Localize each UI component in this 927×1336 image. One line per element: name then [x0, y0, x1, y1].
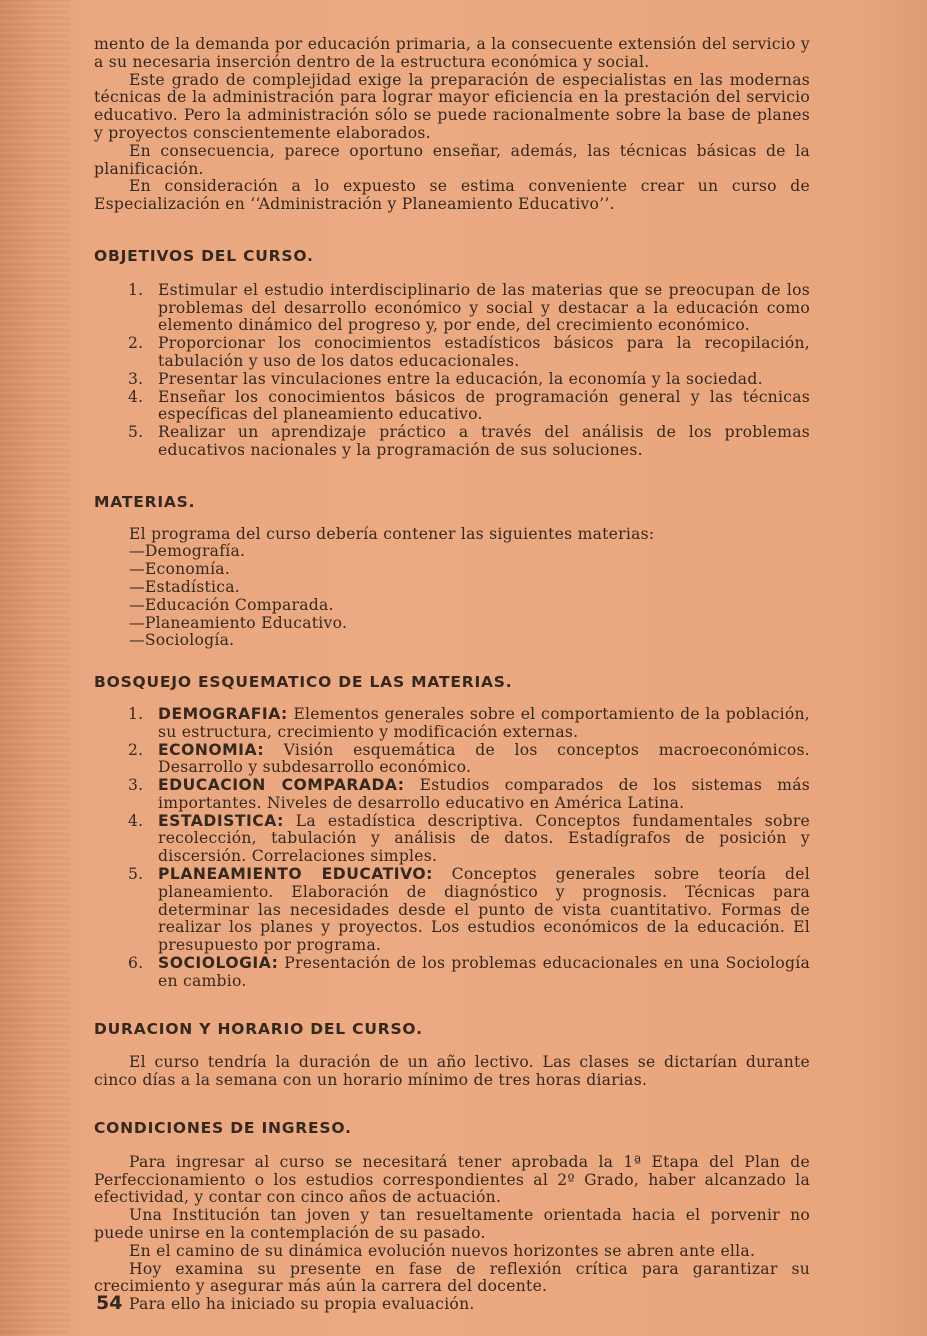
item-term: SOCIOLOGIA:	[158, 954, 279, 973]
objetivo-item	[94, 389, 810, 425]
materia-item: —Sociología.	[129, 631, 235, 650]
intro-paragraph-1: mento de la demanda por educación primaria, a la consecuente extensión del servicio y a su necesaria inserción dentro de la estructura económica y social.	[94, 35, 810, 71]
condiciones-paragraph-1: Para ingresar al curso se necesitará tener aprobada la 1ª Etapa del Plan de Perfeccionamiento o los estudios correspondientes al 2º Grado, haber alcanzado la efectividad, y contar con cinco años de actuación.	[94, 1152, 810, 1207]
item-number: 1.	[128, 280, 144, 299]
objetivos-heading: OBJETIVOS DEL CURSO.	[94, 246, 314, 265]
item-number: 4.	[128, 811, 144, 830]
condiciones-paragraph-5: Para ello ha iniciado su propia evaluación.	[129, 1295, 475, 1314]
page-left-edge-texture	[0, 0, 70, 1336]
bosquejo-item	[94, 813, 810, 866]
materias-intro: El programa del curso debería contener las siguientes materias:	[129, 524, 655, 543]
item-term: DEMOGRAFIA:	[158, 704, 288, 723]
materia-item: —Estadística.	[129, 577, 241, 596]
objetivos-list	[94, 282, 810, 460]
bosquejo-item	[94, 777, 810, 813]
item-number: 2.	[128, 334, 144, 353]
item-text: Visión esquemática de los conceptos macroeconómicos. Desarrollo y subdesarrollo económico.	[158, 740, 810, 777]
objetivo-item	[94, 335, 810, 371]
item-text: Enseñar los conocimientos básicos de programación general y las técnicas específicas del planeamiento educativo.	[158, 387, 810, 424]
item-term: PLANEAMIENTO EDUCATIVO:	[158, 865, 433, 884]
materia-item: —Economía.	[129, 560, 231, 579]
materia-item: —Demografía.	[129, 542, 246, 561]
item-number: 6.	[128, 954, 144, 973]
condiciones-paragraph-3: En el camino de su dinámica evolución nuevos horizontes se abren ante ella.	[129, 1241, 756, 1260]
intro-paragraph-2: Este grado de complejidad exige la preparación de especialistas en las modernas técnicas de la administración para lograr mayor eficiencia en la prestación del servicio educativo. Pero la administración sólo se puede racionalmente sobre la base de planes y proyectos conscientemente elaborados.	[94, 70, 810, 142]
item-text: Presentar las vinculaciones entre la educación, la economía y la sociedad.	[158, 369, 763, 388]
document-body	[94, 36, 810, 1314]
materia-item: —Educación Comparada.	[129, 595, 334, 614]
item-text: Estimular el estudio interdisciplinario de las materias que se preocupan de los problemas del desarrollo económico y social y destacar a la educación como elemento dinámico del progreso y, por ende, del crecimiento económico.	[158, 280, 810, 335]
item-term: EDUCACION COMPARADA:	[158, 776, 405, 795]
materias-list	[129, 543, 810, 650]
condiciones-heading: CONDICIONES DE INGRESO.	[94, 1119, 352, 1138]
condiciones-paragraph-4: Hoy examina su presente en fase de reflexión crítica para garantizar su crecimiento y asegurar más aún la carrera del docente.	[94, 1259, 810, 1296]
objetivo-item	[94, 282, 810, 335]
bosquejo-list	[94, 706, 810, 991]
item-number: 4.	[128, 387, 144, 406]
item-text: Proporcionar los conocimientos estadísticos básicos para la recopilación, tabulación y uso de los datos educacionales.	[158, 334, 810, 370]
intro-paragraph-4: En consideración a lo expuesto se estima conveniente crear un curso de Especialización en ‘‘Administración y Planeamiento Educativo’’.	[94, 177, 810, 214]
page-number: 54	[96, 1292, 123, 1314]
item-text: La estadística descriptiva. Conceptos fundamentales sobre recolección, tabulación y análisis de datos. Estadígrafos de posición y discersión. Correlaciones simples.	[158, 811, 810, 866]
objetivo-item	[94, 371, 810, 389]
item-number: 3.	[128, 776, 144, 795]
duracion-heading: DURACION Y HORARIO DEL CURSO.	[94, 1019, 423, 1038]
item-number: 1.	[128, 704, 144, 723]
item-term: ECONOMIA:	[158, 740, 265, 759]
item-number: 2.	[128, 740, 144, 759]
item-text: Elementos generales sobre el comportamiento de la población, su estructura, crecimiento y modificación externas.	[158, 704, 810, 741]
objetivo-item	[94, 424, 810, 460]
materias-heading: MATERIAS.	[94, 492, 196, 511]
item-text: Conceptos generales sobre teoría del planeamiento. Elaboración de diagnóstico y prognosis. Técnicas para determinar las necesidades desde el punto de vista cuantitativo. Formas de realizar los planes y proyectos. Los estudios económicos de la educación. El presupuesto por programa.	[158, 865, 810, 955]
item-text: Realizar un aprendizaje práctico a través del análisis de los problemas educativos nacionales y la programación de sus soluciones.	[158, 423, 810, 459]
bosquejo-item	[94, 866, 810, 955]
item-number: 5.	[128, 423, 144, 442]
bosquejo-item	[94, 742, 810, 778]
item-number: 3.	[128, 369, 144, 388]
condiciones-paragraph-2: Una Institución tan joven y tan resueltamente orientada hacia el porvenir no puede unirse en la contemplación de su pasado.	[94, 1206, 810, 1243]
item-number: 5.	[128, 865, 144, 884]
bosquejo-heading: BOSQUEJO ESQUEMATICO DE LAS MATERIAS.	[94, 673, 513, 692]
intro-paragraph-3: En consecuencia, parece oportuno enseñar, además, las técnicas básicas de la planificación.	[94, 141, 810, 178]
item-text: Presentación de los problemas educacionales en una Sociología en cambio.	[158, 954, 810, 990]
bosquejo-item	[94, 955, 810, 991]
item-term: ESTADISTICA:	[158, 811, 284, 830]
item-text: Estudios comparados de los sistemas más importantes. Niveles de desarrollo educativo en América Latina.	[158, 776, 810, 812]
materia-item: —Planeamiento Educativo.	[129, 613, 348, 632]
duracion-text: El curso tendría la duración de un año lectivo. Las clases se dictarían durante cinco días a la semana con un horario mínimo de tres horas diarias.	[94, 1053, 810, 1090]
bosquejo-item	[94, 706, 810, 742]
